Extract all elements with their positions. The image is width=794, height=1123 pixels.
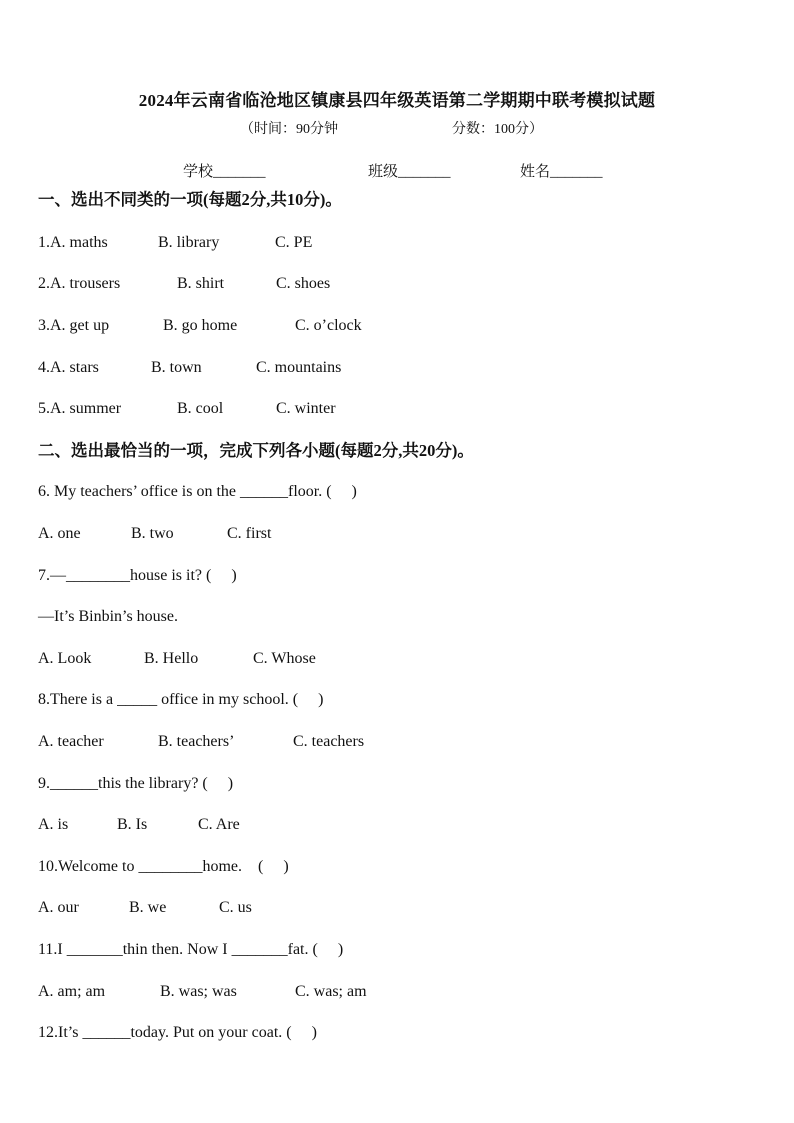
option-c: C. PE	[275, 234, 313, 251]
question-number: 3.	[38, 317, 50, 334]
option-a: A. Look	[38, 650, 92, 667]
option-a: A. teacher	[38, 733, 104, 750]
question-8-stem: 8.There is a _____ office in my school. ( )	[38, 691, 324, 708]
option-b: B. Hello	[144, 650, 199, 667]
question-number: 4.	[38, 359, 50, 376]
name-field: 姓名_______	[520, 164, 603, 180]
option-c: C. teachers	[293, 733, 365, 750]
question-11-options	[38, 981, 367, 1003]
question-7-reply: —It’s Binbin’s house.	[38, 608, 179, 625]
option-a: A. is	[38, 816, 69, 833]
option-b: B. library	[158, 234, 220, 251]
exam-time: （时间：90分钟	[240, 122, 338, 137]
section1-heading: 一、选出不同类的一项(每题2分,共10分)。	[38, 190, 342, 209]
question-6-stem: 6. My teachers’ office is on the ______floor. ( )	[38, 483, 357, 500]
student-info	[0, 160, 794, 182]
option-c: C. us	[219, 899, 252, 916]
option-b: B. we	[129, 899, 167, 916]
question-2	[38, 273, 330, 295]
option-c: C. Whose	[253, 650, 316, 667]
question-4	[38, 357, 341, 379]
option-b: B. cool	[177, 400, 224, 417]
question-3	[38, 315, 362, 337]
option-a: A. summer	[50, 400, 122, 417]
question-5	[38, 398, 336, 420]
option-c: C. was; am	[295, 983, 367, 1000]
option-c: C. winter	[276, 400, 336, 417]
exam-score: 分数：100分）	[452, 122, 543, 137]
class-field: 班级_______	[368, 164, 451, 180]
question-9-stem: 9.______this the library? ( )	[38, 775, 234, 792]
option-c: C. Are	[198, 816, 240, 833]
question-10-options	[38, 897, 252, 919]
question-12-stem: 12.It’s ______today. Put on your coat. ( )	[38, 1024, 317, 1041]
exam-subtitle	[0, 118, 794, 138]
question-11-stem: 11.I _______thin then. Now I _______fat. ( )	[38, 941, 344, 958]
question-number: 2.	[38, 275, 50, 292]
option-c: C. first	[227, 525, 272, 542]
option-a: A. our	[38, 899, 79, 916]
question-number: 1.	[38, 234, 50, 251]
option-b: B. shirt	[177, 275, 225, 292]
option-a: A. stars	[50, 359, 99, 376]
question-6-options	[38, 523, 271, 545]
option-b: B. go home	[163, 317, 238, 334]
question-7-stem: 7.—________house is it? ( )	[38, 567, 237, 584]
question-10-stem: 10.Welcome to ________home. ( )	[38, 858, 289, 875]
section2-heading: 二、选出最恰当的一项，完成下列各小题(每题2分,共20分)。	[38, 441, 474, 460]
option-a: A. maths	[50, 234, 108, 251]
question-9-options	[38, 814, 240, 836]
exam-title: 2024年云南省临沧地区镇康县四年级英语第二学期期中联考模拟试题	[138, 91, 656, 110]
option-b: B. teachers’	[158, 733, 235, 750]
question-number: 5.	[38, 400, 50, 417]
option-a: A. one	[38, 525, 81, 542]
school-field: 学校_______	[183, 164, 266, 180]
option-b: B. town	[151, 359, 202, 376]
option-a: A. get up	[50, 317, 110, 334]
option-a: A. am; am	[38, 983, 106, 1000]
option-c: C. shoes	[276, 275, 331, 292]
option-a: A. trousers	[50, 275, 121, 292]
question-1	[38, 232, 312, 254]
option-b: B. was; was	[160, 983, 237, 1000]
question-8-options	[38, 731, 364, 753]
question-7-options	[38, 648, 316, 670]
option-b: B. Is	[117, 816, 148, 833]
option-c: C. mountains	[256, 359, 342, 376]
option-c: C. o’clock	[295, 317, 362, 334]
option-b: B. two	[131, 525, 174, 542]
